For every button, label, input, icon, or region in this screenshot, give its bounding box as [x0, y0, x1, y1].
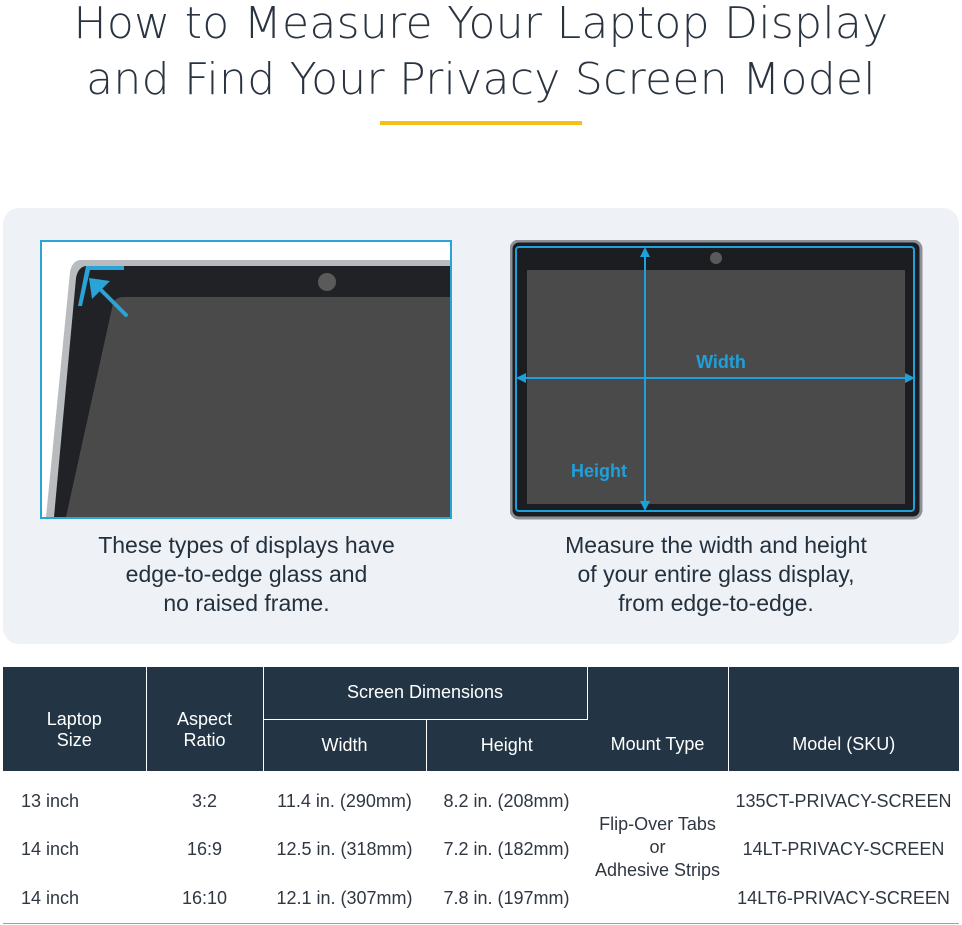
header-text: Size: [56, 729, 92, 750]
right-caption-line: from edge-to-edge.: [618, 590, 814, 616]
right-caption: [500, 531, 932, 618]
cell-aspect-ratio: 16:9: [186, 839, 223, 859]
header-text: Aspect: [176, 708, 233, 729]
cell-height: 8.2 in. (208mm): [443, 791, 570, 811]
table-row: [3, 874, 959, 924]
cell-laptop-size: 14 inch: [3, 874, 146, 924]
model-specs-table: [3, 667, 959, 924]
mount-type-line: or: [649, 836, 666, 857]
cell-model-sku: 14LT6-PRIVACY-SCREEN: [728, 874, 959, 924]
width-label: Width: [696, 352, 746, 372]
measurement-display-illustration: [510, 240, 923, 520]
header-model-sku: Model (SKU): [728, 667, 959, 771]
header-text: Laptop: [46, 708, 102, 729]
left-caption-line: These types of displays have: [98, 532, 395, 558]
cell-aspect-ratio: 3:2: [191, 791, 218, 811]
cell-height: 7.2 in. (182mm): [443, 839, 570, 859]
table-row: [3, 771, 959, 826]
header-screen-dimensions: Screen Dimensions: [263, 667, 587, 719]
header-laptop-size: [3, 667, 146, 771]
cell-width: 11.4 in. (290mm): [277, 791, 412, 811]
cell-laptop-size: 13 inch: [21, 791, 80, 811]
cell-width: 12.5 in. (318mm): [276, 839, 413, 859]
cell-aspect-ratio: 16:10: [146, 874, 263, 924]
cell-height: 7.8 in. (197mm): [426, 874, 587, 924]
left-caption-line: no raised frame.: [163, 590, 330, 616]
cell-model-sku: 135CT-PRIVACY-SCREEN: [735, 791, 952, 811]
header-aspect-ratio: [146, 667, 263, 771]
header-text: Ratio: [183, 729, 226, 750]
header-height: Height: [426, 719, 587, 771]
height-label: Height: [571, 461, 627, 481]
page-title-line-1: How to Measure Your Laptop Display: [73, 0, 889, 49]
header-mount-type: Mount Type: [587, 667, 728, 771]
edge-to-edge-display-illustration: [40, 240, 453, 520]
mount-type-line: Flip-Over Tabs: [599, 813, 716, 834]
header-width: Width: [263, 719, 426, 771]
left-caption: [40, 531, 453, 618]
title-underline: [380, 121, 582, 125]
cell-laptop-size: 14 inch: [21, 839, 80, 859]
camera-icon: [710, 252, 722, 264]
left-caption-line: edge-to-edge glass and: [125, 561, 368, 587]
right-caption-line: of your entire glass display,: [577, 561, 855, 587]
cell-model-sku: 14LT-PRIVACY-SCREEN: [742, 839, 945, 859]
mount-type-line: Adhesive Strips: [594, 859, 721, 880]
cell-width: 12.1 in. (307mm): [263, 874, 426, 924]
cell-mount-type: [587, 771, 728, 924]
right-caption-line: Measure the width and height: [565, 532, 867, 558]
camera-icon: [318, 273, 336, 291]
table-row: [3, 826, 959, 874]
page-title-line-2: and Find Your Privacy Screen Model: [86, 54, 876, 105]
